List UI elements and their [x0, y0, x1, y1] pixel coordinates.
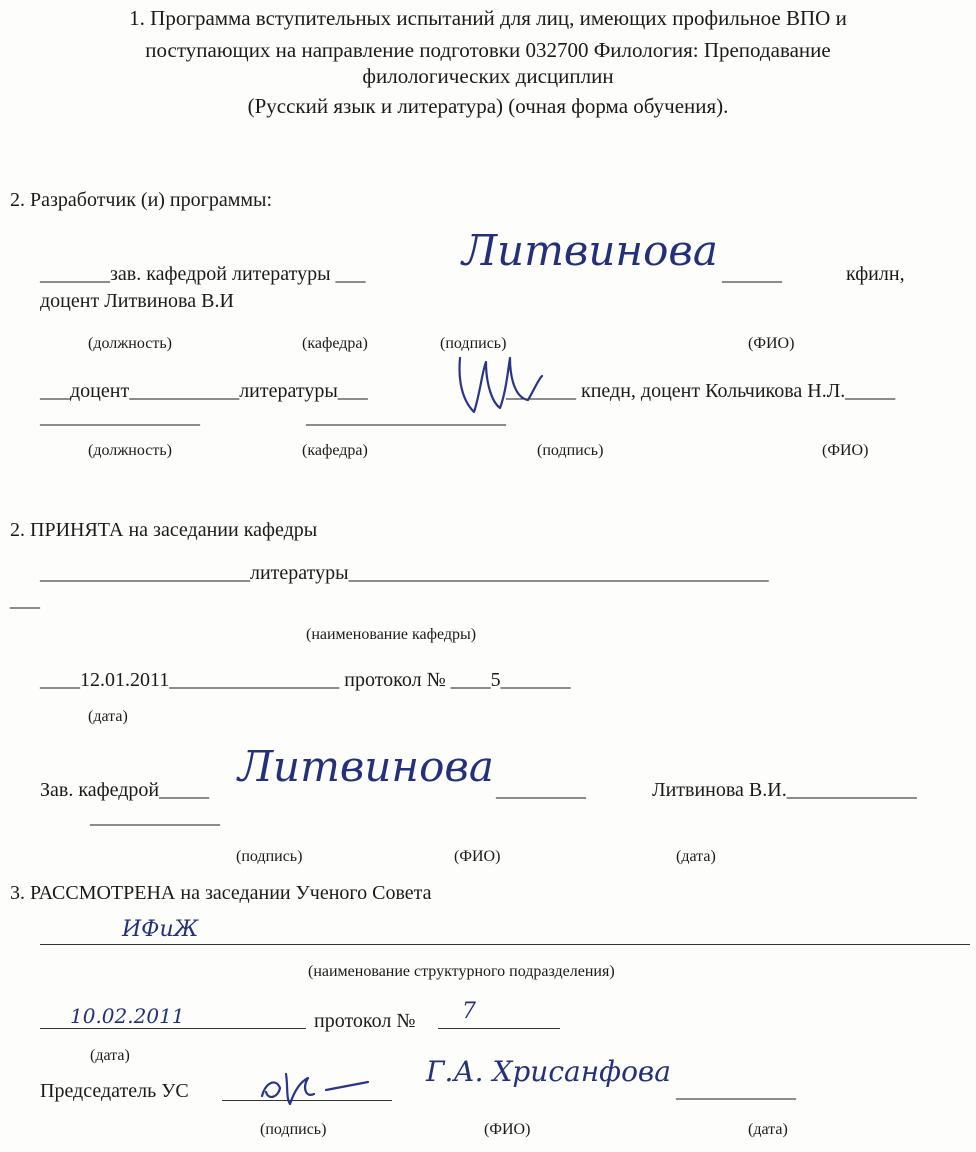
- title-line-4: (Русский язык и литература) (очная форма обучения).: [247, 94, 729, 118]
- head-label: Зав. кафедрой_____: [40, 779, 210, 801]
- unit-line: [40, 944, 970, 945]
- dev2-line1a: ___доцент___________литературы___: [40, 380, 368, 402]
- accepted-date-line: ____12.01.2011_________________ протокол № ____5_______: [40, 669, 571, 691]
- caption-department-2: (кафедра): [302, 442, 368, 459]
- reviewed-date-handwritten: 10.02.2011: [70, 1004, 185, 1028]
- dev1-degree: кфилн,: [846, 263, 905, 285]
- accepted-dept-caption: (наименование кафедры): [306, 626, 477, 643]
- signature-3: Литвинова: [238, 742, 494, 791]
- caption-position-1: (должность): [88, 335, 172, 352]
- head-caption-signature: (подпись): [236, 848, 303, 865]
- head-name: Литвинова В.И._____________: [652, 779, 917, 801]
- dev2-line1b: _______ кпедн, доцент Кольчикова Н.Л._____: [506, 380, 896, 402]
- head-caption-date: (дата): [676, 848, 716, 865]
- signature-5: Г.А. Хрисанфова: [426, 1055, 671, 1088]
- dev1-line1: _______зав. кафедрой литературы ___: [40, 263, 366, 285]
- reviewed-heading: 3. РАССМОТРЕНА на заседании Ученого Совета: [10, 882, 432, 904]
- reviewed-date-line: [40, 1028, 306, 1029]
- accepted-heading: 2. ПРИНЯТА на заседании кафедры: [10, 519, 318, 541]
- title-line-1: 1. Программа вступительных испытаний для лиц, имеющих профильное ВПО и: [129, 6, 847, 30]
- head-caption-fio: (ФИО): [454, 848, 501, 865]
- signature-1: Литвинова: [462, 226, 718, 275]
- unit-caption: (наименование структурного подразделения): [308, 963, 615, 980]
- dev2-line2b: ____________________: [306, 406, 506, 428]
- chair-caption-signature: (подпись): [260, 1121, 327, 1138]
- signature-2: [452, 350, 548, 422]
- accepted-dept-line: _____________________литературы__________________________________________: [40, 562, 769, 584]
- chair-label: Председатель УС: [40, 1080, 189, 1102]
- accepted-dept-tail: ___: [10, 589, 40, 611]
- head-tail: _____________: [90, 806, 220, 828]
- dev2-line2a: ________________: [40, 406, 200, 428]
- chair-caption-date: (дата): [748, 1121, 788, 1138]
- reviewed-date-caption: (дата): [90, 1047, 130, 1064]
- reviewed-protocol-line: [438, 1028, 560, 1029]
- reviewed-protocol-label: протокол №: [314, 1010, 416, 1032]
- title-line-2: поступающих на направление подготовки 032700 Филология: Преподавание: [145, 38, 831, 62]
- caption-signature-1: (подпись): [440, 335, 507, 352]
- caption-fio-2: (ФИО): [822, 442, 869, 459]
- accepted-date-caption: (дата): [88, 708, 128, 725]
- caption-signature-2: (подпись): [537, 442, 604, 459]
- dev1-line1-tail: ______: [722, 263, 782, 285]
- caption-fio-1: (ФИО): [748, 335, 795, 352]
- chair-caption-fio: (ФИО): [484, 1121, 531, 1138]
- head-mid: _________: [496, 779, 586, 801]
- chair-tail: ____________: [676, 1080, 796, 1102]
- caption-position-2: (должность): [88, 442, 172, 459]
- reviewed-protocol-number: 7: [462, 999, 476, 1024]
- caption-department-1: (кафедра): [302, 335, 368, 352]
- unit-handwritten: ИФиЖ: [122, 917, 199, 942]
- developers-heading: 2. Разработчик (и) программы:: [10, 189, 273, 211]
- title-line-3: филологических дисциплин: [362, 64, 614, 88]
- signature-4: [256, 1068, 376, 1108]
- dev1-line2: доцент Литвинова В.И: [40, 290, 234, 312]
